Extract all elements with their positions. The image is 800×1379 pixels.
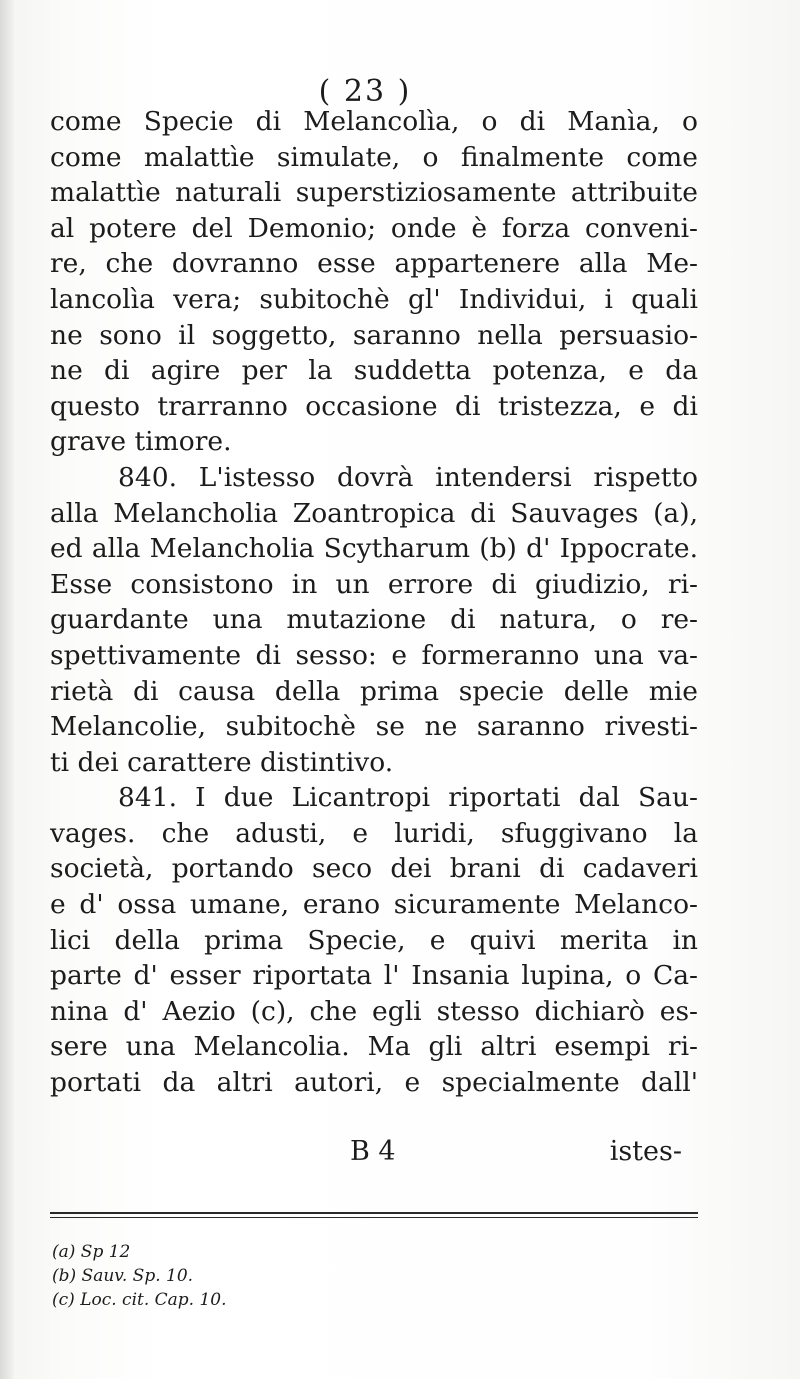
- text-line: ne sono il soggetto, saranno nella persuasio-: [50, 319, 698, 351]
- text-line: Melancolie, subitochè se ne saranno rivesti-: [50, 711, 698, 743]
- text-line: e d' ossa umane, erano sicuramente Melanco-: [50, 889, 698, 921]
- text-line: parte d' esser riportata l' Insania lupina, o Ca-: [50, 960, 698, 992]
- text-line: lancolìa vera; subitochè gl' Individui, i quali: [50, 283, 698, 315]
- text-line: spettivamente di sesso: e formeranno una va-: [50, 639, 698, 671]
- text-line: ti dei carattere distintivo.: [50, 746, 394, 778]
- text-line: come Specie di Melancolìa, o di Manìa, o: [50, 106, 698, 137]
- text-line: malattìe naturali superstiziosamente attribuite: [50, 177, 698, 209]
- page-gutter-shadow: [0, 0, 14, 1379]
- text-line: ed alla Melancholia Scytharum (b) d' Ippocrate.: [50, 533, 698, 565]
- text-line: società, portando seco dei brani di cadaveri: [50, 853, 698, 885]
- footnotes: [52, 1240, 227, 1312]
- catchword: istes-: [609, 1136, 682, 1167]
- body-text: [50, 104, 698, 1101]
- signature-line: [50, 1136, 698, 1172]
- text-line: ne di agire per la suddetta potenza, e da: [50, 355, 698, 387]
- text-line: vages. che adusti, e luridi, sfuggivano la: [50, 817, 698, 849]
- text-line: portati da altri autori, e specialmente dall': [50, 1067, 698, 1099]
- text-line: lici della prima Specie, e quivi merita in: [50, 924, 698, 956]
- paragraph-840-start: 840. L'istesso dovrà intendersi rispetto: [118, 461, 698, 493]
- footnote-b: (b) Sauv. Sp. 10.: [52, 1266, 194, 1286]
- footnote-a: (a) Sp 12: [52, 1242, 131, 1262]
- text-line: al potere del Demonio; onde è forza conveni-: [50, 212, 698, 244]
- page-number: ( 23 ): [318, 74, 412, 109]
- footnote-rule: [50, 1212, 698, 1214]
- footnote-c: (c) Loc. cit. Cap. 10.: [52, 1290, 227, 1310]
- text-line: nina d' Aezio (c), che egli stesso dichiarò es-: [50, 995, 698, 1027]
- text-line: Esse consistono in un errore di giudizio, ri-: [50, 568, 698, 600]
- text-line: questo trarranno occasione di tristezza, e di: [50, 390, 698, 422]
- text-line: guardante una mutazione di natura, o re-: [50, 604, 698, 636]
- text-line: rietà di causa della prima specie delle mie: [50, 675, 698, 707]
- text-line: re, che dovranno esse appartenere alla Me-: [50, 248, 698, 280]
- text-line: grave timore.: [50, 426, 232, 458]
- signature-mark: B 4: [350, 1136, 396, 1167]
- text-line: sere una Melancolia. Ma gli altri esempi ri-: [50, 1031, 698, 1063]
- footnote-rule-thin: [50, 1217, 698, 1218]
- paragraph-841-start: 841. I due Licantropi riportati dal Sau-: [118, 782, 698, 814]
- text-line: alla Melancholia Zoantropica di Sauvages (a),: [50, 497, 698, 529]
- text-line: come malattìe simulate, o finalmente come: [50, 141, 698, 173]
